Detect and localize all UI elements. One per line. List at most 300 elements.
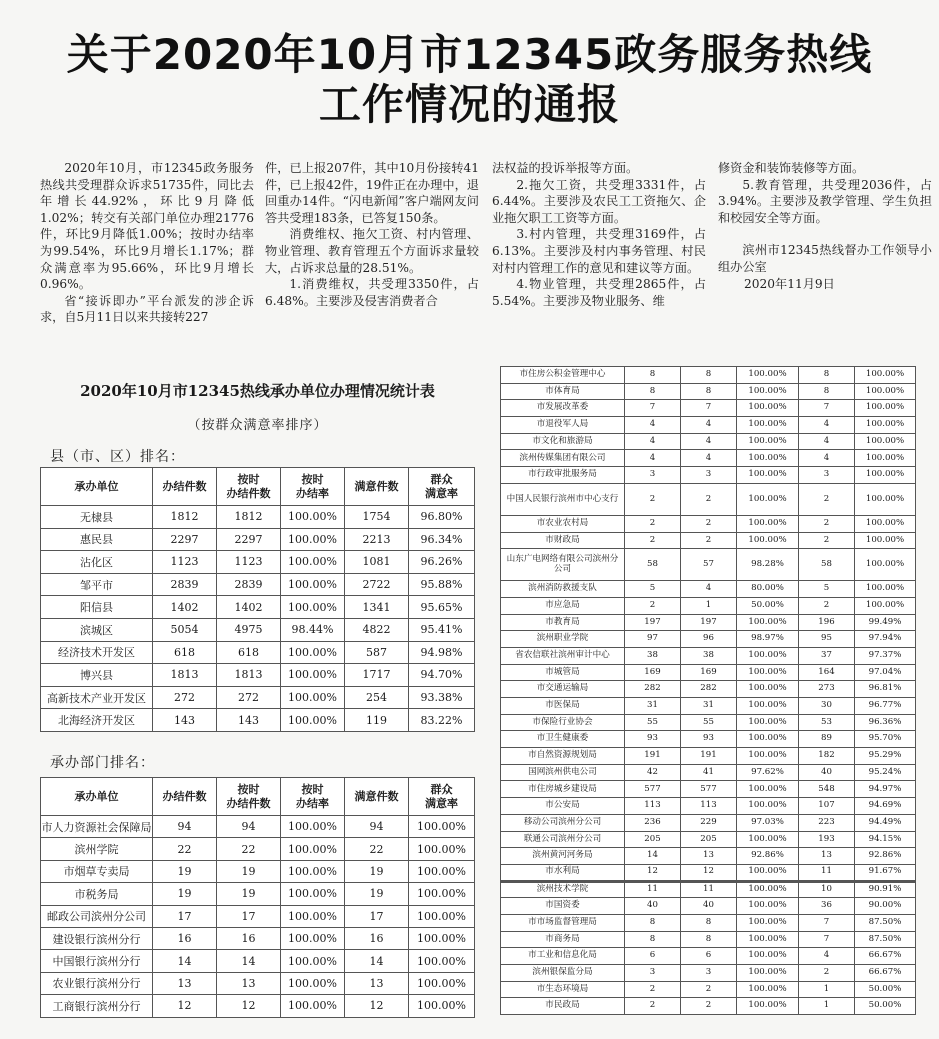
cell-ontime: 618 xyxy=(217,641,281,664)
cell-satrate: 66.67% xyxy=(855,965,916,982)
cell-done: 8 xyxy=(625,367,681,384)
cell-unit: 移动公司滨州分公司 xyxy=(501,814,625,831)
cell-done: 618 xyxy=(153,641,217,664)
cell-satisfied: 273 xyxy=(799,681,855,698)
cell-satisfied: 4 xyxy=(799,417,855,434)
cell-rate: 100.00% xyxy=(737,981,799,998)
cell-satrate: 100.00% xyxy=(855,450,916,467)
cell-done: 11 xyxy=(625,881,681,898)
cell-rate: 100.00% xyxy=(737,748,799,765)
table-row xyxy=(41,618,475,641)
header-ontime xyxy=(217,778,281,816)
table-header-row xyxy=(41,468,475,506)
cell-satisfied: 40 xyxy=(799,764,855,781)
cell-rate: 100.00% xyxy=(281,950,345,972)
cell-satisfied: 4822 xyxy=(345,618,409,641)
cell-done: 197 xyxy=(625,614,681,631)
cell-unit: 市体育局 xyxy=(501,383,625,400)
cell-unit: 阳信县 xyxy=(41,596,153,619)
cell-satrate: 87.50% xyxy=(855,914,916,931)
cell-satisfied: 1081 xyxy=(345,551,409,574)
cell-unit: 邮政公司滨州分公司 xyxy=(41,905,153,927)
cell-satrate: 66.67% xyxy=(855,948,916,965)
cell-done: 58 xyxy=(625,549,681,581)
cell-unit: 邹平市 xyxy=(41,573,153,596)
cell-done: 2 xyxy=(625,483,681,515)
table-row xyxy=(41,838,475,860)
cell-unit: 滨州消防救援支队 xyxy=(501,581,625,598)
dept-ranking-table-continued xyxy=(500,366,916,1015)
table-row xyxy=(41,950,475,972)
article-paragraph: 修资金和装饰装修等方面。 xyxy=(718,161,865,175)
cell-rate: 100.00% xyxy=(281,551,345,574)
cell-ontime: 8 xyxy=(681,367,737,384)
cell-ontime: 17 xyxy=(217,905,281,927)
header-satrate-line1: 群众 xyxy=(430,782,453,796)
cell-ontime: 16 xyxy=(217,927,281,949)
article-paragraph: 省“接诉即办”平台派发的涉企诉求，自5月11日以来共接转227 xyxy=(40,293,254,325)
table-row xyxy=(501,450,916,467)
header-satisfied-text: 满意件数 xyxy=(354,479,399,493)
cell-unit: 市交通运输局 xyxy=(501,681,625,698)
cell-done: 2839 xyxy=(153,573,217,596)
cell-satisfied: 1 xyxy=(799,981,855,998)
cell-unit: 市行政审批服务局 xyxy=(501,467,625,484)
cell-rate: 100.00% xyxy=(737,647,799,664)
cell-satisfied: 58 xyxy=(799,549,855,581)
header-rate xyxy=(281,468,345,506)
cell-ontime: 2297 xyxy=(217,528,281,551)
cell-ontime: 12 xyxy=(217,995,281,1017)
cell-rate: 100.00% xyxy=(737,698,799,715)
header-done xyxy=(153,468,217,506)
table-row xyxy=(501,681,916,698)
cell-ontime: 272 xyxy=(217,686,281,709)
cell-unit: 北海经济开发区 xyxy=(41,709,153,732)
cell-satisfied: 12 xyxy=(345,995,409,1017)
table-row xyxy=(501,764,916,781)
table-row xyxy=(41,927,475,949)
cell-satisfied: 548 xyxy=(799,781,855,798)
cell-ontime: 4 xyxy=(681,581,737,598)
cell-ontime: 3 xyxy=(681,965,737,982)
article-column-3 xyxy=(492,160,706,309)
cell-rate: 100.00% xyxy=(281,816,345,838)
cell-ontime: 1 xyxy=(681,597,737,614)
cell-satisfied: 4 xyxy=(799,450,855,467)
table-row xyxy=(501,433,916,450)
cell-satisfied: 14 xyxy=(345,950,409,972)
cell-satrate: 100.00% xyxy=(409,995,475,1017)
header-satrate-line2: 满意率 xyxy=(425,486,458,500)
cell-rate: 98.44% xyxy=(281,618,345,641)
cell-satrate: 50.00% xyxy=(855,998,916,1015)
cell-done: 143 xyxy=(153,709,217,732)
cell-unit: 市公安局 xyxy=(501,798,625,815)
cell-satisfied: 13 xyxy=(799,848,855,865)
cell-rate: 100.00% xyxy=(737,931,799,948)
cell-rate: 92.86% xyxy=(737,848,799,865)
cell-ontime: 41 xyxy=(681,764,737,781)
cell-satisfied: 2 xyxy=(799,597,855,614)
cell-done: 2 xyxy=(625,532,681,549)
cell-satrate: 95.29% xyxy=(855,748,916,765)
cell-done: 19 xyxy=(153,860,217,882)
cell-unit: 市商务局 xyxy=(501,931,625,948)
cell-rate: 100.00% xyxy=(737,417,799,434)
cell-done: 4 xyxy=(625,433,681,450)
cell-rate: 97.62% xyxy=(737,764,799,781)
cell-done: 55 xyxy=(625,714,681,731)
table-row xyxy=(41,905,475,927)
cell-rate: 100.00% xyxy=(737,383,799,400)
cell-satisfied: 4 xyxy=(799,433,855,450)
cell-ontime: 96 xyxy=(681,631,737,648)
table-title: 2020年10月市12345热线承办单位办理情况统计表 xyxy=(80,382,435,400)
cell-ontime: 2 xyxy=(681,515,737,532)
header-satrate xyxy=(409,468,475,506)
cell-satrate: 96.26% xyxy=(409,551,475,574)
cell-satrate: 93.38% xyxy=(409,686,475,709)
cell-satisfied: 19 xyxy=(345,860,409,882)
cell-satrate: 100.00% xyxy=(855,483,916,515)
cell-ontime: 3 xyxy=(681,467,737,484)
cell-satisfied: 2 xyxy=(799,532,855,549)
cell-satrate: 94.98% xyxy=(409,641,475,664)
cell-ontime: 12 xyxy=(681,864,737,881)
cell-done: 2297 xyxy=(153,528,217,551)
cell-ontime: 55 xyxy=(681,714,737,731)
article-paragraph: 法权益的投诉举报等方面。 xyxy=(492,161,639,175)
cell-satrate: 94.15% xyxy=(855,831,916,848)
cell-ontime: 4 xyxy=(681,433,737,450)
cell-satisfied: 2 xyxy=(799,483,855,515)
article-paragraph: 3.村内管理，共受理3169件，占6.13%。主要涉及村内事务管理、村民对村内管理工作的意见和建议等方面。 xyxy=(492,227,706,275)
cell-rate: 100.00% xyxy=(737,367,799,384)
cell-rate: 100.00% xyxy=(281,883,345,905)
cell-rate: 100.00% xyxy=(737,898,799,915)
cell-done: 31 xyxy=(625,698,681,715)
table-subtitle: （按群众满意率排序） xyxy=(187,418,328,433)
cell-ontime: 19 xyxy=(217,883,281,905)
cell-unit: 无棣县 xyxy=(41,506,153,529)
table-row xyxy=(501,898,916,915)
header-unit-text: 承办单位 xyxy=(74,789,119,803)
header-ontime-line2: 办结件数 xyxy=(226,486,271,500)
county-ranking-table xyxy=(40,467,475,732)
table-row xyxy=(501,647,916,664)
cell-unit: 市自然资源规划局 xyxy=(501,748,625,765)
cell-ontime: 169 xyxy=(681,664,737,681)
cell-unit: 市财政局 xyxy=(501,532,625,549)
table-row xyxy=(501,383,916,400)
cell-rate: 100.00% xyxy=(737,614,799,631)
cell-rate: 100.00% xyxy=(281,506,345,529)
cell-rate: 100.00% xyxy=(737,965,799,982)
cell-satrate: 96.34% xyxy=(409,528,475,551)
dept-ranking-table xyxy=(40,777,475,1018)
table-row xyxy=(501,400,916,417)
cell-satisfied: 1717 xyxy=(345,664,409,687)
cell-rate: 100.00% xyxy=(281,528,345,551)
cell-ontime: 205 xyxy=(681,831,737,848)
table-row xyxy=(501,914,916,931)
cell-satrate: 97.94% xyxy=(855,631,916,648)
cell-ontime: 4975 xyxy=(217,618,281,641)
cell-satisfied: 2 xyxy=(799,965,855,982)
cell-rate: 100.00% xyxy=(737,731,799,748)
header-satrate xyxy=(409,778,475,816)
cell-unit: 市发展改革委 xyxy=(501,400,625,417)
cell-unit: 建设银行滨州分行 xyxy=(41,927,153,949)
cell-ontime: 191 xyxy=(681,748,737,765)
cell-rate: 100.00% xyxy=(281,905,345,927)
cell-rate: 100.00% xyxy=(737,914,799,931)
cell-satisfied: 37 xyxy=(799,647,855,664)
cell-done: 1812 xyxy=(153,506,217,529)
cell-satrate: 100.00% xyxy=(855,532,916,549)
cell-satisfied: 119 xyxy=(345,709,409,732)
cell-satisfied: 1 xyxy=(799,998,855,1015)
cell-satisfied: 107 xyxy=(799,798,855,815)
cell-satrate: 100.00% xyxy=(855,367,916,384)
cell-rate: 80.00% xyxy=(737,581,799,598)
cell-done: 5 xyxy=(625,581,681,598)
cell-rate: 100.00% xyxy=(737,515,799,532)
cell-satisfied: 223 xyxy=(799,814,855,831)
cell-done: 7 xyxy=(625,400,681,417)
cell-satisfied: 2722 xyxy=(345,573,409,596)
table-row xyxy=(501,998,916,1015)
cell-satisfied: 11 xyxy=(799,864,855,881)
cell-done: 6 xyxy=(625,948,681,965)
cell-rate: 97.03% xyxy=(737,814,799,831)
cell-ontime: 113 xyxy=(681,798,737,815)
cell-done: 4 xyxy=(625,450,681,467)
cell-unit: 山东广电网络有限公司滨州分公司 xyxy=(501,549,625,581)
cell-ontime: 2 xyxy=(681,532,737,549)
cell-satisfied: 587 xyxy=(345,641,409,664)
cell-rate: 98.97% xyxy=(737,631,799,648)
cell-done: 8 xyxy=(625,931,681,948)
cell-done: 14 xyxy=(153,950,217,972)
header-done-text: 办结件数 xyxy=(162,479,207,493)
table-row xyxy=(41,528,475,551)
table-row xyxy=(501,931,916,948)
cell-satrate: 90.91% xyxy=(855,881,916,898)
cell-unit: 市教育局 xyxy=(501,614,625,631)
header-rate-line1: 按时 xyxy=(301,782,324,796)
cell-rate: 100.00% xyxy=(737,881,799,898)
header-satrate-line2: 满意率 xyxy=(425,796,458,810)
table-row xyxy=(41,664,475,687)
cell-ontime: 1813 xyxy=(217,664,281,687)
cell-done: 16 xyxy=(153,927,217,949)
header-rate-line1: 按时 xyxy=(301,472,324,486)
article-paragraph: 1.消费维权，共受理3350件，占6.48%。主要涉及侵害消费者合 xyxy=(265,277,479,308)
header-ontime xyxy=(217,468,281,506)
header-unit xyxy=(41,468,153,506)
cell-satisfied: 196 xyxy=(799,614,855,631)
cell-satrate: 95.41% xyxy=(409,618,475,641)
cell-satisfied: 193 xyxy=(799,831,855,848)
header-unit-text: 承办单位 xyxy=(74,479,119,493)
cell-unit: 博兴县 xyxy=(41,664,153,687)
cell-unit: 市城管局 xyxy=(501,664,625,681)
cell-satrate: 100.00% xyxy=(409,972,475,994)
cell-rate: 100.00% xyxy=(737,948,799,965)
cell-rate: 100.00% xyxy=(737,450,799,467)
cell-satisfied: 19 xyxy=(345,883,409,905)
table-row xyxy=(501,698,916,715)
cell-done: 12 xyxy=(153,995,217,1017)
cell-satrate: 91.67% xyxy=(855,864,916,881)
cell-satrate: 94.97% xyxy=(855,781,916,798)
cell-satisfied: 22 xyxy=(345,838,409,860)
cell-rate: 100.00% xyxy=(737,681,799,698)
cell-ontime: 13 xyxy=(217,972,281,994)
cell-satrate: 100.00% xyxy=(409,816,475,838)
cell-unit: 滨州技术学院 xyxy=(501,881,625,898)
cell-unit: 市住房城乡建设局 xyxy=(501,781,625,798)
cell-satisfied: 7 xyxy=(799,931,855,948)
cell-rate: 100.00% xyxy=(281,972,345,994)
cell-rate: 100.00% xyxy=(737,781,799,798)
cell-satisfied: 94 xyxy=(345,816,409,838)
cell-unit: 市税务局 xyxy=(41,883,153,905)
cell-ontime: 1812 xyxy=(217,506,281,529)
cell-satisfied: 182 xyxy=(799,748,855,765)
cell-done: 272 xyxy=(153,686,217,709)
county-ranking-label: 县（市、区）排名： xyxy=(50,449,185,465)
header-done xyxy=(153,778,217,816)
cell-ontime: 282 xyxy=(681,681,737,698)
table-row xyxy=(41,506,475,529)
cell-satisfied: 7 xyxy=(799,914,855,931)
cell-ontime: 577 xyxy=(681,781,737,798)
cell-ontime: 8 xyxy=(681,383,737,400)
table-row xyxy=(501,814,916,831)
table-row xyxy=(41,709,475,732)
cell-rate: 100.00% xyxy=(737,532,799,549)
cell-rate: 100.00% xyxy=(737,433,799,450)
cell-unit: 滨州黄河河务局 xyxy=(501,848,625,865)
article-paragraph: 2020年10月，市12345政务服务热线共受理群众诉求51735件，同比去年增长44.92%，环比9月降低1.02%；转交有关部门单位办理21776件，环比9月降低1.00%；按时办结率为99.54%，环比9月增长1.17%；群众满意率为95.66%，环比9月增长0.96%。 xyxy=(40,161,254,292)
cell-satisfied: 10 xyxy=(799,881,855,898)
cell-unit: 市人力资源社会保障局 xyxy=(41,816,153,838)
table-row xyxy=(501,483,916,515)
cell-ontime: 13 xyxy=(681,848,737,865)
cell-satrate: 100.00% xyxy=(409,905,475,927)
cell-satisfied: 164 xyxy=(799,664,855,681)
cell-rate: 100.00% xyxy=(737,864,799,881)
cell-ontime: 57 xyxy=(681,549,737,581)
cell-unit: 市文化和旅游局 xyxy=(501,433,625,450)
cell-ontime: 2 xyxy=(681,998,737,1015)
article-column-1 xyxy=(40,160,254,326)
table-row xyxy=(41,573,475,596)
header-ontime-line1: 按时 xyxy=(237,472,260,486)
cell-ontime: 14 xyxy=(217,950,281,972)
cell-ontime: 2839 xyxy=(217,573,281,596)
cell-satrate: 87.50% xyxy=(855,931,916,948)
cell-ontime: 1402 xyxy=(217,596,281,619)
table-row xyxy=(41,641,475,664)
cell-unit: 市住房公积金管理中心 xyxy=(501,367,625,384)
cell-done: 93 xyxy=(625,731,681,748)
table-row xyxy=(501,965,916,982)
cell-satrate: 100.00% xyxy=(409,860,475,882)
headline-line-1: 关于2020年10月市12345政务服务热线 xyxy=(66,30,873,79)
cell-satisfied: 254 xyxy=(345,686,409,709)
cell-done: 14 xyxy=(625,848,681,865)
cell-rate: 100.00% xyxy=(737,664,799,681)
cell-satrate: 94.70% xyxy=(409,664,475,687)
cell-rate: 100.00% xyxy=(737,998,799,1015)
cell-satrate: 95.24% xyxy=(855,764,916,781)
article-column-2 xyxy=(265,160,479,309)
cell-done: 577 xyxy=(625,781,681,798)
header-rate-line2: 办结率 xyxy=(296,796,329,810)
table-row xyxy=(41,995,475,1017)
table-row xyxy=(501,781,916,798)
header-satisfied xyxy=(345,468,409,506)
cell-satrate: 90.00% xyxy=(855,898,916,915)
cell-done: 5054 xyxy=(153,618,217,641)
cell-ontime: 229 xyxy=(681,814,737,831)
cell-satrate: 100.00% xyxy=(409,927,475,949)
table-row xyxy=(501,515,916,532)
cell-ontime: 7 xyxy=(681,400,737,417)
cell-satrate: 96.80% xyxy=(409,506,475,529)
cell-done: 94 xyxy=(153,816,217,838)
cell-done: 8 xyxy=(625,383,681,400)
cell-unit: 市水利局 xyxy=(501,864,625,881)
table-row xyxy=(501,417,916,434)
table-row xyxy=(501,798,916,815)
header-done-text: 办结件数 xyxy=(162,789,207,803)
table-row xyxy=(501,981,916,998)
cell-satisfied: 89 xyxy=(799,731,855,748)
header-ontime-line2: 办结件数 xyxy=(226,796,271,810)
cell-unit: 市工业和信息化局 xyxy=(501,948,625,965)
table-header-row xyxy=(41,778,475,816)
cell-unit: 市卫生健康委 xyxy=(501,731,625,748)
cell-unit: 沾化区 xyxy=(41,551,153,574)
cell-done: 12 xyxy=(625,864,681,881)
cell-satisfied: 8 xyxy=(799,367,855,384)
cell-satrate: 96.77% xyxy=(855,698,916,715)
cell-ontime: 22 xyxy=(217,838,281,860)
article-paragraph: 5.教育管理，共受理2036件，占3.94%。主要涉及教学管理、学生负担和校园安全等方面。 xyxy=(718,177,932,225)
table-row xyxy=(501,467,916,484)
cell-rate: 100.00% xyxy=(737,483,799,515)
cell-rate: 100.00% xyxy=(281,995,345,1017)
cell-done: 282 xyxy=(625,681,681,698)
cell-done: 97 xyxy=(625,631,681,648)
cell-done: 1813 xyxy=(153,664,217,687)
cell-unit: 市应急局 xyxy=(501,597,625,614)
table-row xyxy=(501,731,916,748)
dept-table-body xyxy=(41,816,475,1018)
cell-done: 169 xyxy=(625,664,681,681)
cell-unit: 工商银行滨州分行 xyxy=(41,995,153,1017)
cell-unit: 市保险行业协会 xyxy=(501,714,625,731)
header-ontime-line1: 按时 xyxy=(237,782,260,796)
cell-done: 8 xyxy=(625,914,681,931)
cell-unit: 市生态环境局 xyxy=(501,981,625,998)
article-paragraph: 2.拖欠工资，共受理3331件，占6.44%。主要涉及农民工工资拖欠、企业拖欠职工工资等方面。 xyxy=(492,177,706,225)
